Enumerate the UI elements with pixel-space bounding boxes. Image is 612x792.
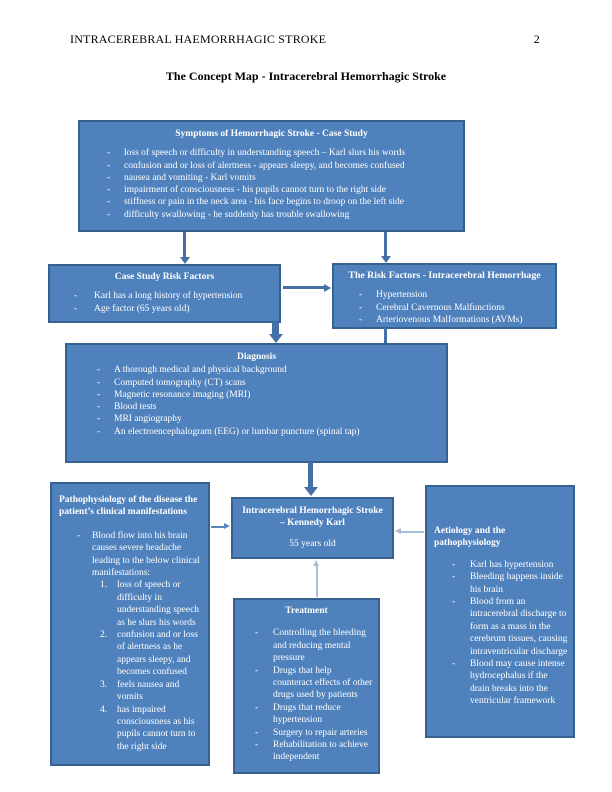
box-central-diagnosis [231, 497, 394, 559]
connector-symptoms-to-case-risk [183, 232, 186, 258]
dash-marker: - [97, 402, 101, 413]
dash-marker: - [97, 365, 101, 376]
arrowhead-down-icon [180, 257, 190, 264]
list-item: - difficulty swallowing - he suddenly has trouble swallowing [107, 209, 350, 220]
box-patho-numbered-list [59, 579, 202, 753]
box-case-study-risk-factors [48, 264, 281, 323]
list-item: - An electroencephalogram (EEG) or lumbar puncture (spinal tap) [97, 426, 360, 437]
box-central-subtext: 55 years old [289, 538, 336, 549]
list-item: 2. confusion and or loss of alertness as he appears sleepy, and becomes confused [100, 630, 199, 678]
document-title: The Concept Map - Intracerebral Hemorrhagic Stroke [165, 69, 447, 83]
arrowhead-right-icon [224, 523, 230, 529]
box-treatment-heading: Treatment [285, 606, 328, 616]
dash-marker: - [255, 628, 259, 639]
arrowhead-down-icon [304, 487, 318, 496]
box-treatment [233, 598, 380, 774]
list-item: 4. has impaired consciousness as his pupils cannot turn to the right side [100, 704, 196, 752]
dash-marker: - [107, 172, 111, 183]
list-item: - Bleeding happens inside his brain [452, 572, 563, 595]
dash-marker: - [255, 727, 259, 738]
dash-marker: - [107, 160, 111, 171]
box-risk-factors-intracerebral [332, 263, 557, 329]
dash-marker: - [97, 426, 101, 437]
number-marker: 3. [100, 679, 108, 690]
list-item: - confusion and or loss of alertness - appears sleepy, and becomes confused [107, 160, 405, 171]
box-aetiology-heading: Aetiology and the pathophysiology [434, 526, 506, 549]
dash-marker: - [77, 530, 81, 541]
box-patho-heading: Pathophysiology of the disease the patient’s clinical manifestations [59, 495, 198, 518]
list-item: - Blood tests [97, 402, 157, 413]
connector-symptoms-to-risk-factors [384, 232, 387, 257]
dash-marker: - [359, 314, 363, 325]
arrowhead-left-icon [395, 528, 401, 534]
list-item: - MRI angiography [97, 414, 182, 425]
list-item: - Surgery to repair arteries [255, 727, 368, 738]
dash-marker: - [74, 291, 78, 302]
dash-marker: - [452, 659, 456, 670]
box-risk-factors-heading: The Risk Factors - Intracerebral Hemorrhage [348, 270, 541, 281]
number-marker: 1. [100, 580, 108, 591]
dash-marker: - [452, 572, 456, 583]
box-risk-factors-list [359, 289, 549, 326]
list-item: - Rehabilitation to achieve independent [255, 740, 368, 763]
list-item: 3. feels nausea and vomits [100, 679, 180, 703]
box-patho-intro [59, 530, 202, 580]
list-item: - Hypertension [359, 290, 428, 301]
dash-marker: - [107, 209, 111, 220]
list-item: - Controlling the bleeding and reducing mental pressure [255, 628, 366, 664]
list-item: - impairment of consciousness - his pupils cannot turn to the right side [107, 185, 387, 196]
dash-marker: - [359, 290, 363, 301]
dash-marker: - [107, 148, 111, 159]
connector-treatment-to-central [316, 566, 318, 597]
list-item: - Cerebral Cavernous Malfunctions [359, 302, 505, 313]
dash-marker: - [97, 377, 101, 388]
connector-aetiology-to-central [401, 531, 424, 533]
list-item: - nausea and vomiting - Karl vomits [107, 172, 256, 183]
page-number: 2 [533, 32, 540, 46]
connector-risk-factors-to-diagnosis [384, 328, 387, 343]
dash-marker: - [452, 559, 456, 570]
arrowhead-down-icon [381, 256, 391, 263]
number-marker: 2. [100, 630, 108, 641]
arrowhead-up-icon [313, 560, 319, 566]
list-item: - stiffness or pain in the neck area - his face begins to droop on the left side [107, 197, 404, 208]
dash-marker: - [255, 740, 259, 751]
dash-marker: - [255, 702, 259, 713]
box-central-heading: Intracerebral Hemorrhagic Stroke – Kennedy Karl [242, 506, 383, 529]
box-diagnosis-heading: Diagnosis [236, 352, 277, 362]
box-case-risk-heading: Case Study Risk Factors [114, 272, 215, 282]
list-item: - Blood flow into his brain causes severe headache leading to the below clinical manifestations: [77, 530, 200, 579]
list-item: - Blood from an intracerebral discharge to form as a mass in the cerebrum tissues, causing intraventricular discharge [452, 597, 568, 657]
dash-marker: - [107, 185, 111, 196]
dash-marker: - [97, 389, 101, 400]
arrowhead-down-icon [269, 334, 283, 343]
list-item: - Blood may cause intense hydrocephalus if the drain breaks into the ventricular framework [452, 659, 565, 707]
box-pathophysiology [50, 482, 210, 766]
list-item: - A thorough medical and physical background [97, 365, 287, 376]
list-item: - loss of speech or difficulty in understanding speech – Karl slurs his words [107, 148, 406, 159]
running-header: INTRACEREBRAL HAEMORRHAGIC STROKE [70, 32, 327, 46]
dash-marker: - [255, 665, 259, 676]
box-symptoms [78, 120, 465, 232]
box-symptoms-heading: Symptoms of Hemorrhagic Stroke - Case Study [175, 129, 368, 139]
list-item: - Karl has a long history of hypertension [74, 291, 243, 302]
list-item: 1. loss of speech or difficulty in understanding speech as he slurs his words [100, 580, 200, 628]
box-aetiology-list [434, 559, 568, 708]
dash-marker: - [107, 197, 111, 208]
list-item: - Drugs that reduce hypertension [255, 702, 341, 726]
box-aetiology [425, 485, 575, 738]
list-item: - Magnetic resonance imaging (MRI) [97, 389, 251, 400]
box-diagnosis [65, 343, 448, 463]
number-marker: 4. [100, 704, 108, 715]
list-item: - Age factor (65 years old) [74, 303, 190, 314]
dash-marker: - [97, 414, 101, 425]
connector-diagnosis-to-central [308, 462, 313, 488]
connector-patho-to-central [211, 526, 225, 528]
list-item: - Drugs that help counteract effects of other drugs used by patients [255, 665, 373, 701]
dash-marker: - [74, 303, 78, 314]
connector-case-risk-to-risk-factors [283, 286, 325, 289]
box-symptoms-list [107, 147, 453, 221]
box-case-risk-list [74, 290, 271, 315]
dash-marker: - [359, 302, 363, 313]
list-item: - Arteriovenous Malformations (AVMs) [359, 314, 523, 325]
page-header [70, 32, 540, 47]
list-item: - Computed tomography (CT) scans [97, 377, 246, 388]
box-treatment-list [255, 627, 373, 763]
dash-marker: - [452, 597, 456, 608]
arrowhead-right-icon [324, 284, 331, 292]
box-diagnosis-list [97, 364, 436, 438]
list-item: - Karl has hypertension [452, 559, 554, 570]
